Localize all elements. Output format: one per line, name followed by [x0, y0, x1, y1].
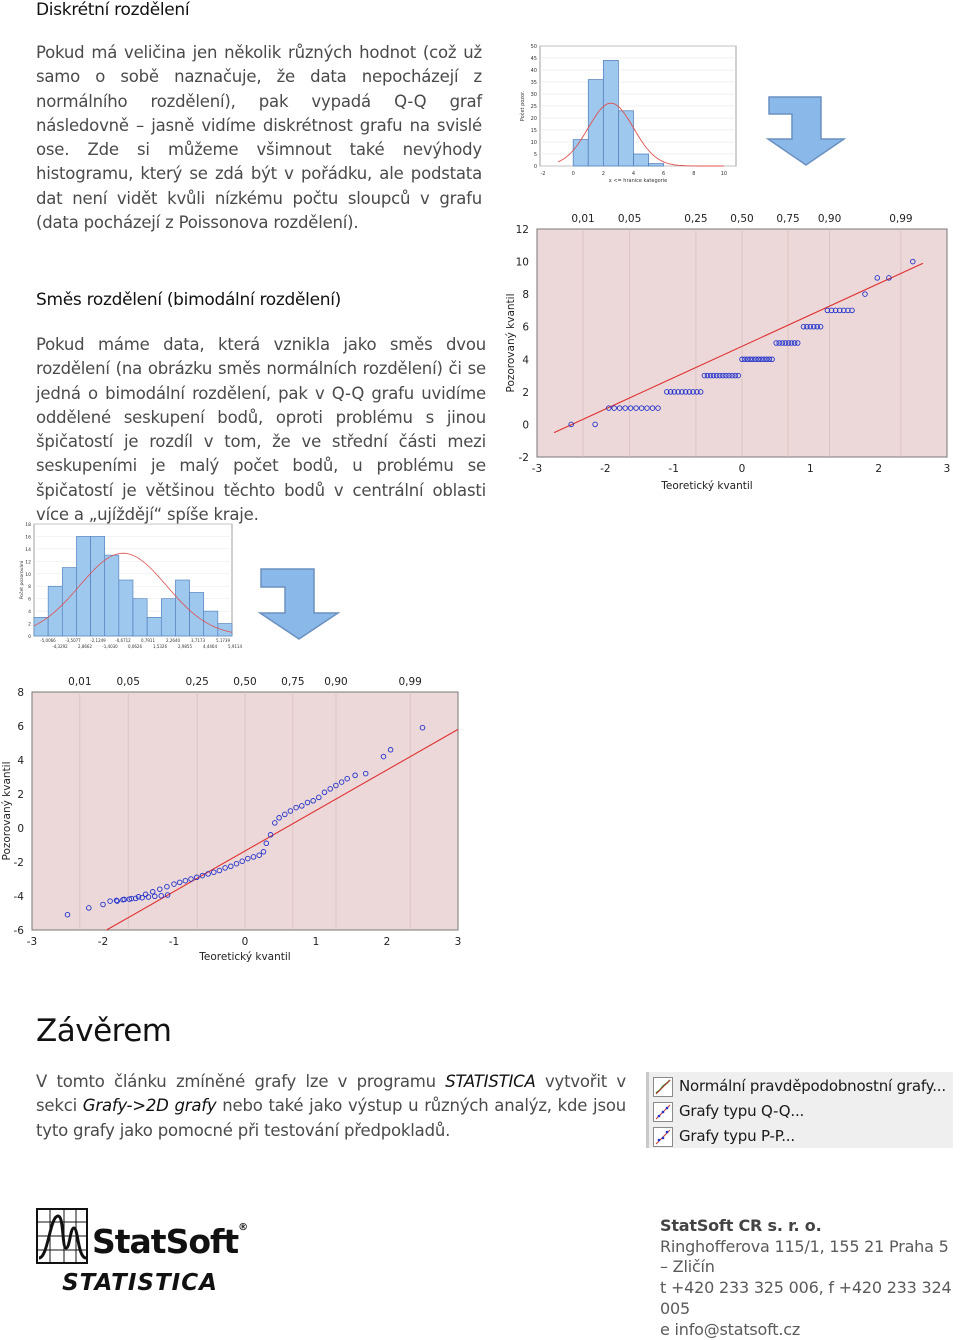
x-tick-label: 10 — [720, 171, 728, 177]
top-probability-label: 0,25 — [185, 676, 209, 688]
x-tick-label: -0,6712 — [115, 638, 131, 643]
x-tick-label: 2,8662 — [78, 644, 92, 649]
y-tick-label: 14 — [25, 547, 31, 553]
histogram-mixture — [14, 520, 242, 654]
y-tick-label: 2 — [522, 386, 529, 399]
x-tick-label: -4,3292 — [52, 644, 68, 649]
section-paragraph-mixture: Pokud máme data, která vznikla jako směs dvou rozdělení (na obrázku směs normálních rozdělení) či se jedná o bimodální rozdělení, pak v Q-Q grafu uvidíme oddělené seskupení bodů, oproti problému s jinou špičatostí je rozdíl v tom, že ve střední části mezi seskupeními je malý počet bodů, u problému se špičatostí je většinou těchto bodů v centrální oblasti více a „ujíždějí“ spíše kraje. — [36, 335, 486, 525]
section-heading-discrete: Diskrétní rozdělení — [36, 0, 190, 20]
x-tick-label: 3,7173 — [191, 638, 205, 643]
top-probability-label: 0,01 — [571, 213, 595, 225]
y-tick-label: 4 — [522, 354, 529, 367]
x-tick-label: -2,1249 — [90, 638, 106, 643]
y-tick-label: 30 — [530, 92, 537, 98]
conclusion-text-2: vytvořit v sekci — [36, 1072, 626, 1116]
grafy-menu-path: Grafy->2D grafy — [82, 1096, 217, 1116]
y-tick-label: 6 — [522, 321, 529, 334]
y-tick-label: 8 — [522, 289, 529, 302]
y-tick-label: 10 — [515, 256, 529, 269]
histogram-bar — [588, 80, 603, 166]
y-tick-label: 35 — [530, 80, 537, 86]
histogram-bar — [218, 624, 232, 636]
top-probability-label: 0,90 — [324, 676, 348, 688]
y-tick-label: 20 — [530, 116, 537, 122]
top-probability-label: 0,50 — [233, 676, 257, 688]
x-tick-label: 0,7911 — [141, 638, 155, 643]
y-tick-label: -6 — [13, 925, 24, 937]
histogram-bar — [119, 580, 133, 636]
y-axis-label: Pozorovaný kvantil — [505, 293, 517, 393]
histogram-bar — [161, 599, 175, 636]
conclusion-heading: Závěrem — [36, 1013, 172, 1049]
x-tick-label: -2 — [540, 171, 546, 177]
x-tick-label: 2,2640 — [166, 638, 180, 643]
x-tick-label: 8 — [692, 171, 696, 177]
y-tick-label: -4 — [13, 891, 24, 903]
x-tick-label: -1 — [668, 463, 679, 475]
x-tick-label: -2 — [97, 936, 109, 948]
x-tick-label: 0 — [738, 463, 746, 475]
top-probability-label: 0,99 — [398, 676, 422, 688]
x-axis-label: Teoretický kvantil — [661, 480, 753, 492]
conclusion-paragraph — [36, 1070, 626, 1143]
y-tick-label: 10 — [25, 572, 31, 578]
x-tick-label: -1 — [168, 936, 180, 948]
top-probability-label: 0,75 — [776, 213, 800, 225]
y-tick-label: 45 — [530, 56, 537, 62]
y-tick-label: 15 — [530, 128, 537, 134]
y-tick-label: 40 — [530, 68, 537, 74]
histogram-bar — [34, 617, 48, 636]
x-tick-label: -2 — [600, 463, 611, 475]
pp-plot-icon — [653, 1127, 673, 1147]
x-tick-label: -3 — [26, 936, 38, 948]
statistica-graph-menu — [646, 1072, 953, 1148]
y-tick-label: 12 — [25, 560, 31, 566]
y-tick-label: -2 — [13, 857, 24, 869]
histogram-bar — [91, 536, 105, 636]
menu-item-label: Grafy typu Q-Q... — [679, 1102, 805, 1120]
x-tick-label: -5,0066 — [40, 638, 56, 643]
y-axis-label: Počet pozor. — [520, 90, 526, 122]
y-tick-label: 6 — [28, 597, 31, 603]
y-tick-label: 50 — [530, 44, 537, 50]
y-tick-label: 8 — [17, 687, 24, 699]
statistica-product-name: STATISTICA — [445, 1072, 536, 1091]
y-tick-label: 25 — [530, 104, 537, 110]
company-address: Ringhofferova 115/1, 155 21 Praha 5 – Zličín — [660, 1236, 949, 1277]
histogram-bar — [649, 164, 664, 166]
y-tick-label: 6 — [17, 721, 24, 733]
y-tick-label: -2 — [518, 452, 529, 464]
histogram-bar — [618, 111, 633, 166]
statsoft-logo — [36, 1208, 266, 1298]
statsoft-logo-mark-icon — [36, 1208, 88, 1264]
y-tick-label: 16 — [25, 535, 31, 541]
conclusion-text-3: nebo také jako výstup u různých analýz, kde jsou tyto grafy jako pomocné při testování předpokladů. — [36, 1096, 626, 1140]
x-tick-label: 3 — [454, 936, 462, 948]
conclusion-text-1: V tomto článku zmíněné grafy lze v programu — [36, 1072, 446, 1091]
histogram-bar — [204, 611, 218, 636]
top-probability-label: 0,05 — [116, 676, 140, 688]
x-tick-label: 5,9114 — [228, 644, 242, 649]
x-tick-label: 5,1739 — [216, 638, 230, 643]
x-tick-label: 0 — [571, 171, 575, 177]
y-tick-label: 2 — [28, 622, 31, 628]
y-tick-label: 4 — [28, 610, 31, 616]
y-tick-label: 0 — [522, 419, 529, 432]
y-tick-label: 18 — [25, 523, 31, 528]
x-axis-label: x <= hranice kategorie — [608, 178, 668, 184]
company-contact — [660, 1216, 960, 1340]
down-arrow-icon — [258, 566, 342, 642]
section-heading-mixture: Směs rozdělení (bimodální rozdělení) — [36, 290, 341, 310]
top-probability-label: 0,90 — [817, 213, 842, 225]
x-axis-label: Teoretický kvantil — [199, 951, 291, 963]
company-email[interactable]: e info@statsoft.cz — [660, 1319, 801, 1339]
qq-plot-mixture — [0, 672, 470, 964]
x-tick-label: 1,5326 — [153, 644, 167, 649]
menu-item-normal-probability[interactable] — [649, 1075, 949, 1099]
y-axis-label: Počet pozorování — [20, 560, 25, 600]
histogram-bar — [147, 617, 161, 636]
section-paragraph-discrete: Pokud má veličina jen několik různých hodnot (což už samo o sobě naznačuje, že data nepocházejí z normálního rozdělení), pak vypadá Q-Q graf následovně – jasně vidíme diskrétnost grafu na svislé ose. Zde si můžeme všimnout také nevýhody histogramu, který se zdá být v pořádku, ale podstata dat není vidět kvůli nízkému počtu sloupců v grafu (data pocházejí z Poissonova rozdělení). — [36, 43, 482, 233]
top-probability-label: 0,05 — [617, 213, 642, 225]
x-tick-label: 0,0626 — [128, 644, 142, 649]
y-tick-label: 4 — [17, 755, 24, 767]
x-tick-label: -1,4030 — [102, 644, 118, 649]
y-tick-label: 10 — [530, 140, 537, 146]
x-tick-label: 2 — [875, 463, 883, 475]
menu-item-label: Normální pravděpodobnostní grafy... — [679, 1077, 946, 1095]
x-tick-label: 1 — [312, 936, 320, 948]
top-probability-label: 0,01 — [68, 676, 92, 688]
histogram-bar — [76, 536, 90, 636]
x-tick-label: 1 — [806, 463, 814, 475]
histogram-bar — [573, 140, 588, 166]
down-arrow-icon — [766, 94, 848, 168]
histogram-bar — [633, 154, 648, 166]
y-tick-label: 2 — [17, 789, 24, 801]
top-probability-label: 0,75 — [281, 676, 305, 688]
x-tick-label: -3,5077 — [65, 638, 81, 643]
menu-item-label: Grafy typu P-P... — [679, 1127, 795, 1145]
y-tick-label: 0 — [533, 164, 537, 170]
statistica-wordmark: STATISTICA — [62, 1270, 218, 1296]
y-tick-label: 8 — [28, 585, 31, 591]
x-tick-label: 4 — [631, 171, 636, 177]
histogram-bar — [105, 555, 119, 636]
histogram-poisson — [512, 40, 742, 188]
qq-plot-icon — [653, 1102, 673, 1122]
histogram-bar — [62, 568, 76, 636]
x-tick-label: 3 — [943, 463, 951, 475]
statsoft-wordmark: StatSoft® — [92, 1222, 248, 1261]
company-phone-fax: t +420 233 325 006, f +420 233 324 005 — [660, 1278, 952, 1318]
top-probability-label: 0,25 — [684, 213, 708, 225]
menu-item-qq[interactable] — [649, 1100, 949, 1124]
x-tick-label: 2 — [601, 171, 605, 177]
y-tick-label: 0 — [17, 823, 24, 835]
histogram-bar — [603, 60, 618, 166]
x-tick-label: 0 — [241, 936, 249, 948]
menu-item-pp[interactable] — [649, 1125, 949, 1149]
x-tick-label: 4,4464 — [203, 644, 217, 649]
statsoft-wordmark-text: StatSoft — [92, 1222, 239, 1261]
x-tick-label: 6 — [662, 171, 666, 177]
x-tick-label: 2 — [383, 936, 391, 948]
x-tick-label: -3 — [531, 463, 543, 475]
y-tick-label: 0 — [28, 635, 31, 640]
histogram-bar — [133, 599, 147, 636]
y-tick-label: 12 — [515, 224, 529, 236]
x-tick-label: 2,9855 — [178, 644, 192, 649]
top-probability-label: 0,99 — [889, 213, 913, 225]
top-probability-label: 0,50 — [730, 213, 754, 225]
qq-plot-poisson — [500, 205, 955, 495]
y-tick-label: 5 — [533, 152, 537, 158]
normal-probability-plot-icon — [653, 1077, 673, 1097]
company-name: StatSoft CR s. r. o. — [660, 1216, 822, 1235]
histogram-bar — [190, 592, 204, 636]
y-axis-label: Pozorovaný kvantil — [1, 761, 13, 861]
